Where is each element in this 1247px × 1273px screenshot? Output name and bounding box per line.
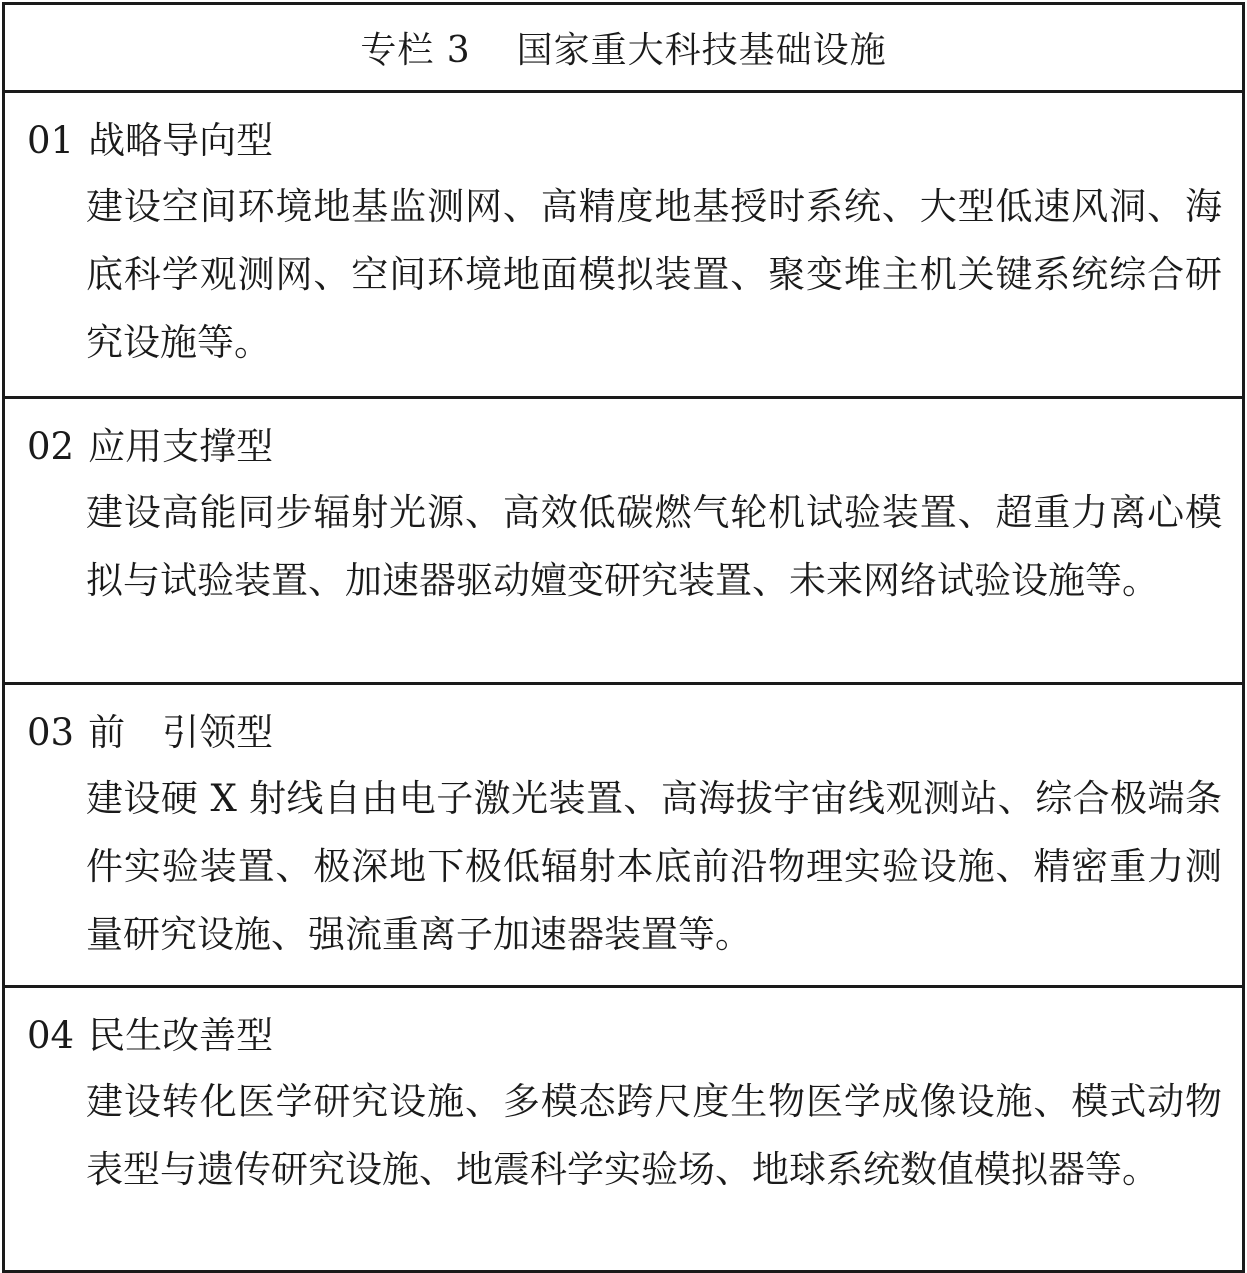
section-number: 04	[27, 1014, 75, 1057]
section-livelihood	[5, 988, 1242, 1270]
section-strategic	[5, 93, 1242, 399]
section-frontier	[5, 685, 1242, 988]
column-box	[2, 2, 1245, 1273]
section-heading	[27, 707, 1222, 759]
section-heading	[27, 115, 1222, 167]
section-body: 建设空间环境地基监测网、高精度地基授时系统、大型低速风洞、海底科学观测网、空间环境地面模拟装置、聚变堆主机关键系统综合研究设施等。	[86, 185, 1222, 364]
column-title	[5, 5, 1242, 93]
section-heading	[27, 1010, 1222, 1062]
column-label: 专栏 3	[360, 30, 471, 71]
section-number: 02	[27, 425, 75, 468]
section-heading	[27, 421, 1222, 473]
section-application	[5, 399, 1242, 685]
section-number: 03	[27, 711, 75, 754]
section-heading-text: 民生改善型	[88, 1014, 274, 1057]
section-body: 建设高能同步辐射光源、高效低碳燃气轮机试验装置、超重力离心模拟与试验装置、加速器驱动嬗变研究装置、未来网络试验设施等。	[86, 491, 1222, 602]
section-body: 建设转化医学研究设施、多模态跨尺度生物医学成像设施、模式动物表型与遗传研究设施、地震科学实验场、地球系统数值模拟器等。	[86, 1080, 1222, 1191]
section-body: 建设硬 X 射线自由电子激光装置、高海拔宇宙线观测站、综合极端条件实验装置、极深地下极低辐射本底前沿物理实验设施、精密重力测量研究设施、强流重离子加速器装置等。	[86, 777, 1222, 956]
column-title-text: 国家重大科技基础设施	[516, 30, 887, 71]
section-heading-text: 战略导向型	[88, 119, 274, 162]
section-number: 01	[27, 119, 75, 162]
section-heading-text: 应用支撑型	[88, 425, 274, 468]
section-heading-text: 前 引领型	[88, 711, 274, 754]
